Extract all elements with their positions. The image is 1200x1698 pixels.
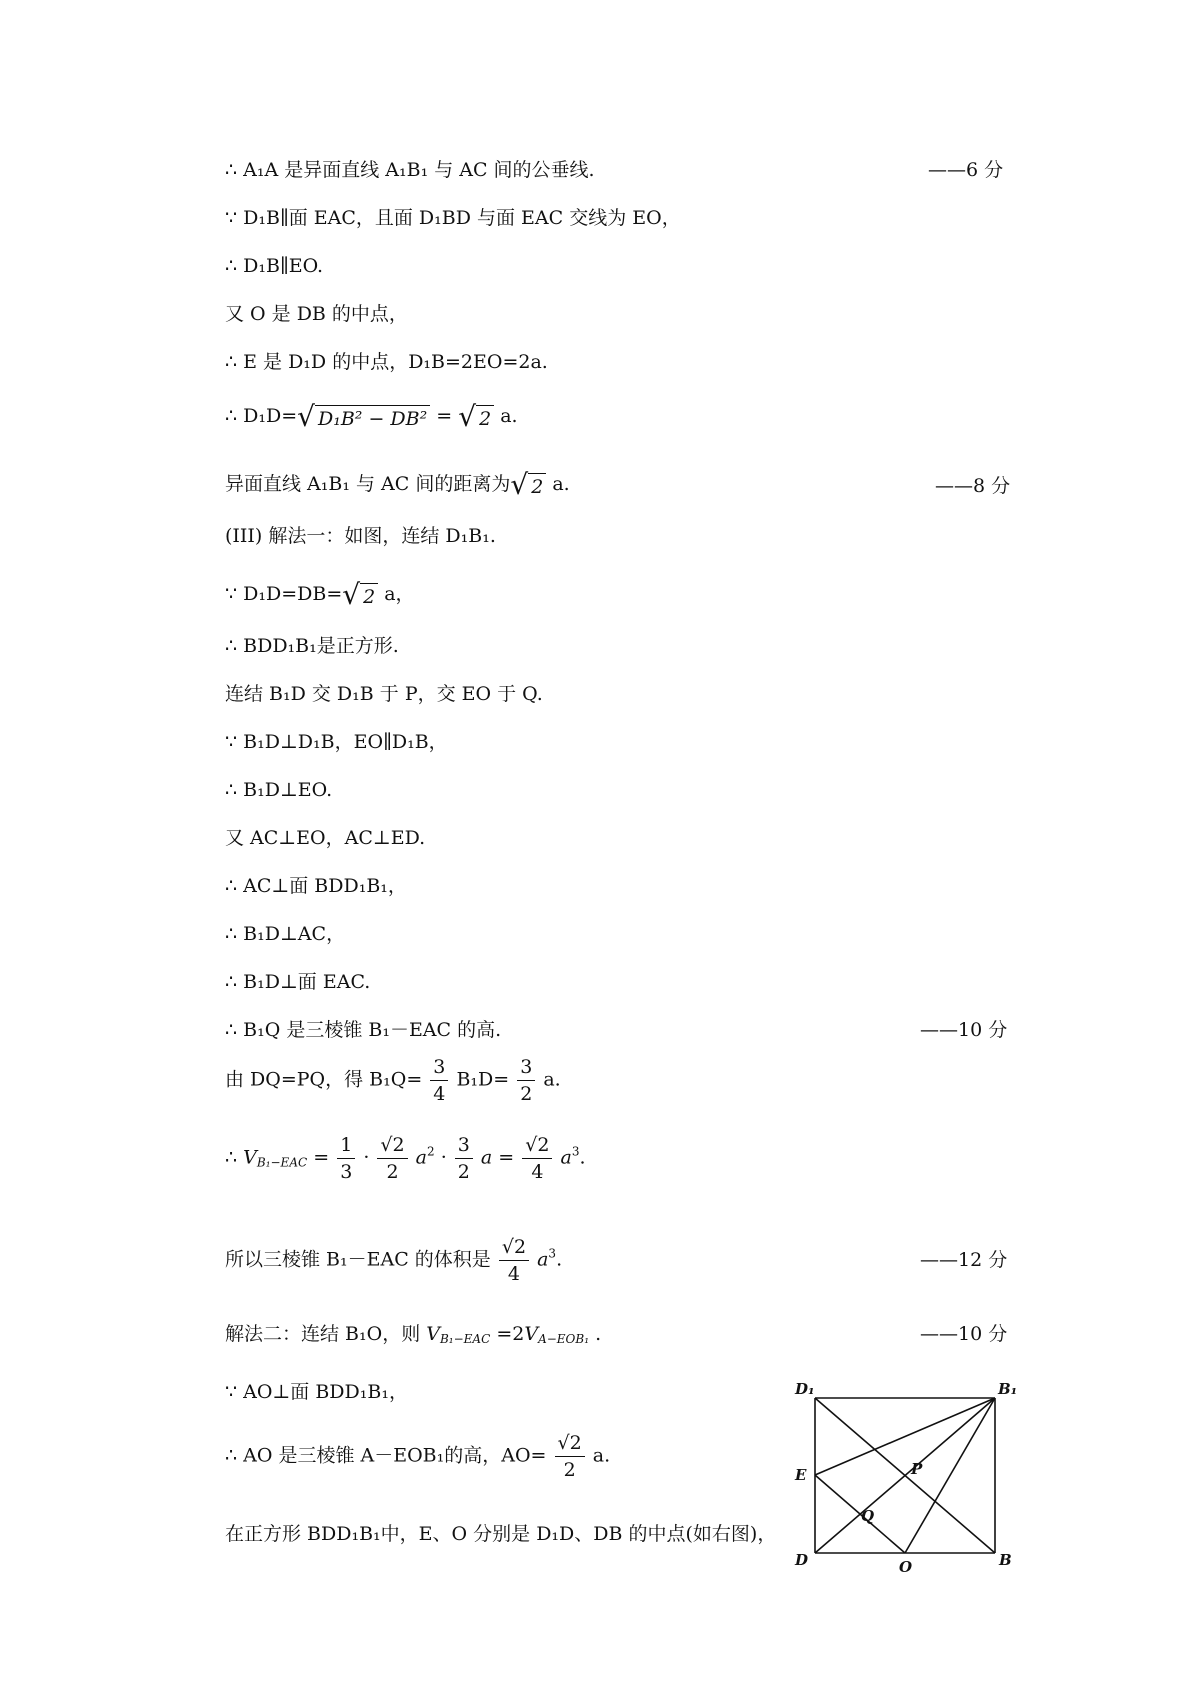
- text-line: [225, 1016, 501, 1044]
- subscript: A−EOB₁: [538, 1332, 590, 1346]
- text-line: [225, 348, 548, 376]
- label-d: D: [795, 1551, 809, 1569]
- text-line: [225, 252, 323, 280]
- radicand: 2: [476, 405, 494, 432]
- math-symbol: V: [243, 1146, 257, 1169]
- text-line: [225, 1054, 561, 1107]
- sqrt-expression: √ 2: [458, 402, 494, 432]
- line-text: ∴ B₁D⊥面 EAC.: [225, 971, 371, 993]
- line-text: a.: [552, 473, 570, 495]
- score-mark: ——12 分: [920, 1249, 1008, 1271]
- text-line: [225, 470, 570, 500]
- fraction: [522, 1132, 552, 1185]
- numerator: √2: [555, 1430, 585, 1457]
- line-text: 异面直线 A₁B₁ 与 AC 间的距离为: [225, 473, 511, 495]
- label-b1: B₁: [998, 1380, 1018, 1398]
- line-text: (III) 解法一：如图，连结 D₁B₁.: [225, 525, 496, 547]
- fraction: [337, 1132, 355, 1185]
- line-text: ∴ A₁A 是异面直线 A₁B₁ 与 AC 间的公垂线.: [225, 159, 595, 181]
- fraction: [517, 1054, 535, 1107]
- numerator: 1: [337, 1132, 355, 1159]
- numerator: 3: [430, 1054, 448, 1081]
- fraction: [455, 1132, 473, 1185]
- line-text: =2: [496, 1323, 525, 1345]
- line-text: ∵ D₁D=DB=: [225, 583, 343, 605]
- sqrt-expression: √ 2: [342, 580, 378, 610]
- fraction: [377, 1132, 407, 1185]
- line-text: .: [556, 1248, 563, 1271]
- label-o: O: [899, 1558, 913, 1576]
- denominator: 4: [433, 1083, 446, 1105]
- fraction: [430, 1054, 448, 1107]
- line-text: a.: [500, 405, 518, 427]
- fraction: [555, 1430, 585, 1483]
- label-d1: D₁: [795, 1380, 815, 1398]
- text-line: [225, 632, 399, 660]
- math-symbol: ·: [363, 1146, 370, 1169]
- text-line: [225, 824, 425, 852]
- label-p: P: [911, 1460, 923, 1478]
- label-e: E: [795, 1466, 807, 1484]
- text-line: [225, 872, 407, 900]
- text-line: [225, 728, 448, 756]
- line-text: a，: [384, 583, 415, 605]
- line-text: ∴ B₁Q 是三棱锥 B₁－EAC 的高.: [225, 1019, 502, 1041]
- line-text: 解法二：连结 B₁O，则: [225, 1323, 421, 1345]
- text-line: [225, 402, 518, 432]
- line-text: ∴ AO 是三棱锥 A－EOB₁的高，AO=: [225, 1444, 547, 1467]
- radicand: 2: [528, 473, 546, 500]
- denominator: 4: [507, 1263, 520, 1285]
- math-symbol: a: [480, 1146, 493, 1169]
- line-text: ∴ D₁B∥EO.: [225, 255, 324, 277]
- math-symbol: V: [426, 1323, 440, 1345]
- line-text: ∴ E 是 D₁D 的中点，D₁B=2EO=2a.: [225, 351, 548, 373]
- denominator: 2: [563, 1459, 576, 1481]
- text-line: [225, 1430, 610, 1483]
- line-text: ∵ B₁D⊥D₁B，EO∥D₁B，: [225, 731, 448, 753]
- formula-volume: [225, 1132, 586, 1185]
- denominator: 2: [457, 1161, 470, 1183]
- score-mark: ——10 分: [920, 1323, 1008, 1345]
- line-text: 在正方形 BDD₁B₁中，E、O 分别是 D₁D、DB 的中点(如右图)，: [225, 1523, 777, 1545]
- subscript: B₁−EAC: [256, 1155, 308, 1170]
- line-text: =: [436, 405, 453, 427]
- text-line: [225, 580, 415, 610]
- sqrt-expression: √ D₁B² − DB²: [297, 402, 430, 432]
- line-text: ∵ D₁B∥面 EAC，且面 D₁BD 与面 EAC 交线为 EO，: [225, 207, 681, 229]
- denominator: 3: [340, 1161, 353, 1183]
- line-text: .: [579, 1146, 586, 1169]
- denominator: 4: [531, 1161, 544, 1183]
- math-symbol: =: [313, 1146, 330, 1169]
- line-text: .: [595, 1323, 602, 1345]
- text-line: [225, 522, 496, 550]
- score-mark: ——10 分: [920, 1019, 1008, 1041]
- sqrt-expression: √ 2: [510, 470, 546, 500]
- square-figure: [785, 1368, 1025, 1578]
- text-line: [225, 204, 681, 232]
- subscript: B₁−EAC: [439, 1332, 491, 1346]
- line-text: ∴ B₁D⊥EO.: [225, 779, 333, 801]
- math-symbol: ·: [440, 1146, 447, 1169]
- numerator: √2: [499, 1234, 529, 1261]
- text-line: [225, 1520, 776, 1548]
- numerator: 3: [455, 1132, 473, 1159]
- line-text: 由 DQ=PQ，得 B₁Q=: [225, 1068, 423, 1091]
- line-text: ∴ B₁D⊥AC，: [225, 923, 346, 945]
- line-text: a.: [543, 1068, 561, 1091]
- text-line: [225, 680, 543, 708]
- text-line: [225, 156, 595, 184]
- label-q: Q: [861, 1507, 875, 1525]
- radicand: D₁B² − DB²: [315, 405, 430, 432]
- math-symbol: a: [415, 1146, 427, 1169]
- denominator: 2: [520, 1083, 533, 1105]
- superscript: 2: [427, 1144, 435, 1159]
- math-symbol: a: [537, 1248, 549, 1271]
- numerator: √2: [377, 1132, 407, 1159]
- line-text: ∴ BDD₁B₁是正方形.: [225, 635, 399, 657]
- superscript: 3: [548, 1246, 557, 1261]
- math-symbol: =: [498, 1146, 515, 1169]
- score-mark: ——8 分: [935, 475, 1011, 497]
- fraction: [499, 1234, 529, 1287]
- text-line: [225, 1378, 408, 1406]
- text-line: [225, 920, 345, 948]
- numerator: √2: [522, 1132, 552, 1159]
- line-text: B₁D=: [456, 1068, 510, 1091]
- line-text: a.: [592, 1444, 611, 1467]
- denominator: 2: [386, 1161, 399, 1183]
- line-text: 又 AC⊥EO，AC⊥ED.: [225, 827, 426, 849]
- math-symbol: V: [524, 1323, 539, 1345]
- text-line: [225, 300, 408, 328]
- label-b: B: [999, 1551, 1012, 1569]
- line-text: ∴: [225, 1146, 238, 1169]
- text-line: [225, 968, 370, 996]
- line-text: ∵ AO⊥面 BDD₁B₁，: [225, 1381, 408, 1403]
- score-mark: ——6 分: [928, 159, 1004, 181]
- line-text: ∴ AC⊥面 BDD₁B₁，: [225, 875, 407, 897]
- radicand: 2: [360, 583, 378, 610]
- text-line: [225, 1320, 601, 1353]
- line-text: 又 O 是 DB 的中点，: [225, 303, 408, 325]
- numerator: 3: [517, 1054, 535, 1081]
- segment-b1-e: [815, 1398, 995, 1475]
- line-text: 连结 B₁D 交 D₁B 于 P，交 EO 于 Q.: [225, 683, 543, 705]
- line-text: 所以三棱锥 B₁－EAC 的体积是: [225, 1248, 491, 1271]
- math-symbol: a: [560, 1146, 572, 1169]
- line-text: ∴ D₁D=: [225, 405, 298, 427]
- text-line: [225, 776, 332, 804]
- superscript: 3: [571, 1144, 580, 1159]
- text-line: [225, 1234, 562, 1287]
